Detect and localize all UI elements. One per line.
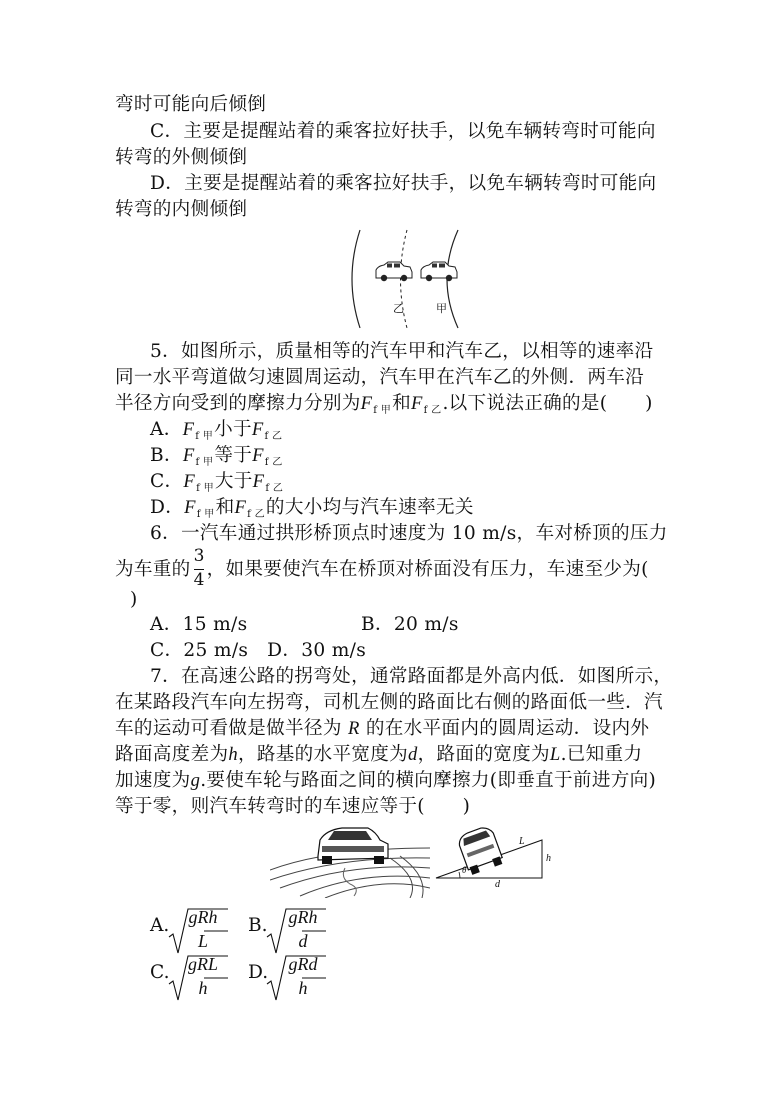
option-a: A．15 m/s bbox=[150, 614, 248, 635]
question-7-line: 路面高度差为h，路基的水平宽度为d，路面的宽度为L.已知重力 bbox=[115, 744, 643, 765]
question-6-line: 为车重的 $\frac{3}{4}$ ，如果要使汽车在桥顶对桥面没有压力，车速至少为( bbox=[115, 546, 649, 590]
option-d: D．$F_{f 甲}$和$F_{f 乙}$的大小均与汽车速率无关 bbox=[150, 497, 474, 520]
label-L: L bbox=[519, 836, 525, 847]
option-b: B．20 m/s bbox=[361, 614, 459, 635]
option-c: C．$F_{f 甲}$大于$F_{f 乙}$ bbox=[150, 471, 284, 494]
option-b: B．$F_{f 甲}$等于$F_{f 乙}$ bbox=[150, 445, 283, 468]
car-icon bbox=[318, 828, 388, 864]
label-yi: 乙 bbox=[393, 302, 404, 315]
car-turning-figure bbox=[270, 818, 430, 898]
option-d-line: D．主要是提醒站着的乘客拉好扶手，以免车辆转弯时可能向 bbox=[150, 173, 657, 194]
answer-c: C. gRL h bbox=[150, 952, 240, 1002]
question-7-line: 车的运动可看做是做半径为 R 的在水平面内的圆周运动．设内外 bbox=[115, 718, 650, 739]
label-d: d bbox=[495, 879, 500, 890]
question-5-line: 半径方向受到的摩擦力分别为$F_{f 甲}$和$F_{f 乙}$.以下说法正确的是( ) bbox=[115, 393, 653, 416]
option-a: A．$F_{f 甲}$小于$F_{f 乙}$ bbox=[150, 419, 283, 442]
answer-b: B. gRh d bbox=[248, 905, 338, 955]
car-jia-icon bbox=[421, 262, 457, 281]
label-h: h bbox=[546, 853, 551, 864]
question-7-line: 在某路段汽车向左拐弯，司机左侧的路面比右侧的路面低一些．汽 bbox=[115, 692, 663, 713]
car-yi-icon bbox=[376, 262, 412, 281]
question-6-line: ) bbox=[130, 589, 138, 610]
text-line: 转弯的内侧倾倒 bbox=[115, 199, 248, 220]
fraction-three-quarters: $\frac{3}{4}$ bbox=[193, 546, 205, 590]
text-line: 转弯的外侧倾倒 bbox=[115, 147, 248, 168]
question-7-line: 7．在高速公路的拐弯处，通常路面都是外高内低．如图所示， bbox=[150, 666, 673, 687]
option-c-line: C．主要是提醒站着的乘客拉好扶手，以免车辆转弯时可能向 bbox=[150, 121, 656, 142]
question-6-line: 6．一汽车通过拱形桥顶点时速度为 10 m/s，车对桥顶的压力 bbox=[150, 523, 668, 544]
question-5-line: 同一水平弯道做匀速圆周运动，汽车甲在汽车乙的外侧．两车沿 bbox=[115, 367, 645, 388]
label-jia: 甲 bbox=[436, 302, 447, 315]
option-c-d: C．25 m/s D．30 m/s bbox=[150, 640, 367, 661]
label-theta: θ bbox=[462, 865, 467, 875]
answer-d: D. gRd h bbox=[248, 952, 338, 1002]
question-7-line: 等于零，则汽车转弯时的车速应等于( ) bbox=[115, 796, 471, 817]
question-5-line: 5．如图所示，质量相等的汽车甲和汽车乙，以相等的速率沿 bbox=[150, 341, 654, 362]
question-7-line: 加速度为g.要使车轮与路面之间的横向摩擦力(即垂直于前进方向) bbox=[115, 770, 657, 791]
answer-a: A. gRh L bbox=[150, 905, 240, 955]
curve-road-figure bbox=[340, 228, 480, 330]
text-line: 弯时可能向后倾倒 bbox=[115, 94, 267, 115]
